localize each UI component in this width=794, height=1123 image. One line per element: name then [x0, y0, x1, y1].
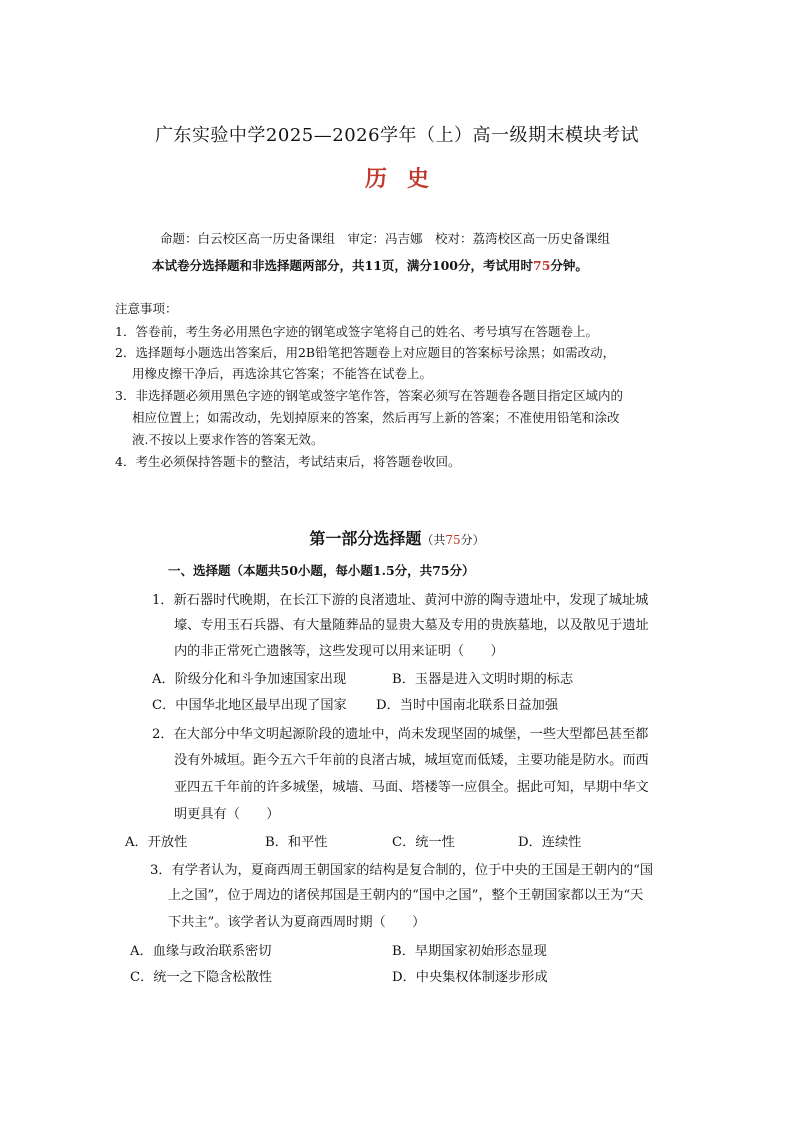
- part1-score-suffix: 分）: [460, 533, 485, 547]
- intro-minutes: 75: [533, 258, 551, 273]
- question-3-line: 3．有学者认为，夏商西周王朝国家的结构是复合制的，位于中央的王国是王朝内的“国: [150, 863, 654, 878]
- question-3-line: 上之国”，位于周边的诸侯邦国是王朝内的“国中之国”，整个王朝国家都以王为“天: [168, 888, 644, 903]
- question-2-line: 2．在大部分中华文明起源阶段的遗址中，尚未发现坚固的城堡，一些大型都邑甚至都: [152, 727, 649, 742]
- question-3-option-a: A．血缘与政治联系密切: [130, 944, 272, 959]
- question-2-option-c: C．统一性: [392, 835, 455, 850]
- question-1-option-d: D．当时中国南北联系日益加强: [376, 698, 559, 713]
- exam-title: 广东实验中学2025—2026学年（上）高一级期末模块考试: [154, 125, 640, 146]
- question-1-option-c: C．中国华北地区最早出现了国家: [152, 698, 347, 713]
- part1-score-prefix: （共: [421, 533, 446, 547]
- intro-text: 本试卷分选择题和非选择题两部分，共11页，满分100分，考试用时: [152, 258, 533, 273]
- notice-line: 液.不按以上要求作答的答案无效。: [132, 432, 324, 447]
- intro-suffix: 分钟。: [550, 258, 588, 273]
- question-2-option-b: B．和平性: [265, 835, 328, 850]
- question-1-option-b: B．玉器是进入文明时期的标志: [392, 672, 574, 687]
- question-1-line: 1．新石器时代晚期，在长江下游的良渚遗址、黄河中游的陶寺遗址中，发现了城址城: [152, 593, 649, 608]
- notice-line: 相应位置上；如需改动，先划掉原来的答案，然后再写上新的答案；不准使用铅笔和涂改: [132, 410, 620, 425]
- notice-line: 用橡皮擦干净后，再选涂其它答案；不能答在试卷上。: [132, 366, 433, 381]
- question-2-option-a: A．开放性: [125, 835, 188, 850]
- notice-heading: 注意事项：: [115, 301, 178, 316]
- question-2-line: 亚四五千年前的许多城堡，城墙、马面、塔楼等一应俱全。据此可知，早期中华文: [174, 780, 649, 795]
- question-2-line: 明更具有（ ）: [174, 807, 280, 822]
- part1-score-value: 75: [445, 533, 461, 547]
- section-heading: 一、选择题（本题共50小题，每小题1.5分，共75分）: [168, 563, 475, 578]
- question-2-line: 没有外城垣。距今五六千年前的良渚古城，城垣宽而低矮，主要功能是防水。而西: [174, 753, 649, 768]
- subject-title: 历史: [364, 166, 449, 192]
- question-3-option-b: B．早期国家初始形态显现: [392, 944, 547, 959]
- part1-title: [0, 526, 794, 549]
- part1-label: 第一部分选择题: [309, 529, 422, 548]
- question-2-option-d: D．连续性: [518, 835, 582, 850]
- notice-line: 2．选择题每小题选出答案后，用2B铅笔把答题卷上对应题目的答案标号涂黑；如需改动，: [115, 345, 616, 360]
- authors-line: 命题：白云校区高一历史备课组 审定：冯吉娜 校对：荔湾校区高一历史备课组: [160, 231, 611, 246]
- notice-line: 1．答卷前，考生务必用黑色字迹的钢笔或签字笔将自己的姓名、考号填写在答题卷上。: [115, 324, 598, 339]
- question-1-line: 壕、专用玉石兵器、有大量随葬品的显贵大墓及专用的贵族墓地，以及散见于遗址: [174, 618, 649, 633]
- notice-line: 3．非选择题必须用黑色字迹的钢笔或签字笔作答，答案必须写在答题卷各题目指定区域内的: [115, 388, 623, 403]
- question-3-option-c: C．统一之下隐含松散性: [130, 970, 272, 985]
- question-3-line: 下共主”。该学者认为夏商西周时期（ ）: [168, 915, 426, 930]
- notice-line: 4．考生必须保持答题卡的整洁，考试结束后，将答题卷收回。: [115, 454, 461, 469]
- exam-intro: [152, 256, 588, 274]
- question-1-option-a: A．阶级分化和斗争加速国家出现: [152, 672, 347, 687]
- question-3-option-d: D．中央集权体制逐步形成: [392, 970, 548, 985]
- question-1-line: 内的非正常死亡遗骸等，这些发现可以用来证明（ ）: [174, 644, 504, 659]
